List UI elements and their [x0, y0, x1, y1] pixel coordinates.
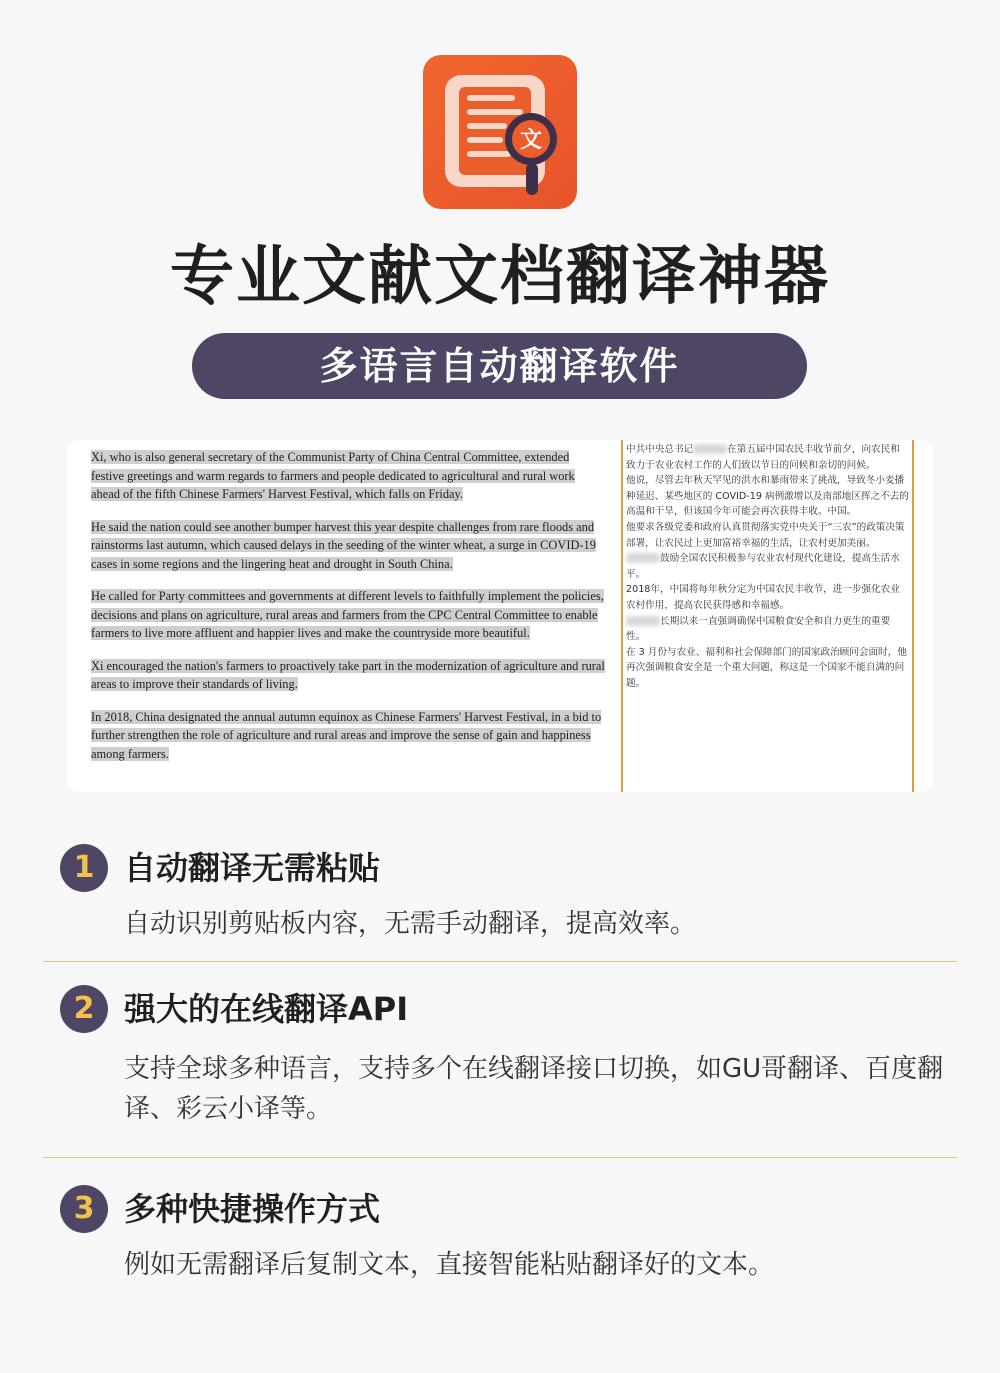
source-paragraph: He said the nation could see another bumper harvest this year despite challenges from rare floods and rainstorms last autumn, which caused delays in the seeding of the winter wheat, a surge in COVID-19 cases in some regions and the lingering heat and drought in South China. [91, 519, 596, 571]
app-logo-icon [423, 55, 577, 209]
translated-line: 他说，尽管去年秋天罕见的洪水和暴雨带来了挑战，导致冬小麦播种延迟、某些地区的 COVID-19 病例激增以及南部地区挥之不去的高温和干旱，但该国今年可能会再次获得丰收。中国。 [626, 475, 909, 518]
svg-text:文: 文 [519, 128, 543, 153]
section-divider [43, 1157, 957, 1158]
redacted-name [626, 553, 660, 563]
source-paragraph: In 2018, China designated the annual autumn equinox as Chinese Farmers' Harvest Festival, in a bid to further strengthen the role of agriculture and rural areas and improve the sense of gain and happiness among farmers. [91, 709, 602, 761]
subtitle-banner: 多语言自动翻译软件 [192, 333, 807, 399]
redacted-name [693, 444, 727, 454]
source-paragraph: He called for Party committees and governments at different levels to faithfully implement the policies, decisions and plans on agriculture, rural areas and farmers from the CPC Central Committee to enable farmers to live more affluent and happier lives and make the countryside more beautiful. [91, 589, 604, 640]
source-paragraph: Xi encouraged the nation's farmers to proactively take part in the modernization of agriculture and rural areas to improve their standards of living. [91, 658, 605, 691]
translated-text-pane[interactable] [621, 440, 914, 792]
feature-number-badge: 1 [60, 844, 108, 892]
feature-number-badge: 3 [60, 1185, 108, 1233]
translated-line: 鼓励全国农民积极参与农业农村现代化建设，提高生活水平。 [626, 553, 900, 580]
feature-title: 多种快捷操作方式 [124, 1190, 381, 1228]
feature-description: 自动识别剪贴板内容，无需手动翻译，提高效率。 [124, 909, 697, 939]
translated-line: 2018年，中国将每年秋分定为中国农民丰收节，进一步强化农业农村作用，提高农民获得感和幸福感。 [626, 584, 900, 611]
feature-number-badge: 2 [60, 985, 108, 1033]
translation-preview [67, 440, 933, 792]
redacted-name [626, 616, 660, 626]
translated-line: 在 3 月份与农业、福利和社会保障部门的国家政治顾问会面时，他再次强调粮食安全是一个重大问题，称这是一个国家不能自满的问题。 [626, 646, 907, 689]
source-paragraph: Xi, who is also general secretary of the Communist Party of China Central Committee, extended festive greetings and warm regards to farmers and people dedicated to agricultural and rural work ahead of the fifth Chinese Farmers' Harvest Festival, which falls on Friday. [91, 450, 575, 501]
feature-title: 强大的在线翻译API [124, 990, 409, 1028]
translated-line: 中共中央总书记 在第五届中国农民丰收节前夕，向农民和致力于农业农村工作的人们致以节日的问候和亲切的问候。 [626, 444, 900, 471]
section-divider [43, 961, 957, 962]
feature-title: 自动翻译无需粘贴 [124, 849, 381, 887]
translated-line: 他要求各级党委和政府认真贯彻落实党中央关于“三农”的政策决策部署，让农民过上更加富裕幸福的生活，让农村更加美丽。 [626, 521, 905, 549]
feature-description: 例如无需翻译后复制文本，直接智能粘贴翻译好的文本。 [124, 1250, 775, 1280]
translated-line: 长期以来一直强调确保中国粮食安全和自力更生的重要性。 [626, 615, 891, 643]
page-headline: 专业文献文档翻译神器 [170, 240, 830, 314]
source-text-pane [91, 448, 605, 777]
feature-description: 支持全球多种语言，支持多个在线翻译接口切换，如GU哥翻译、百度翻译、彩云小译等。 [124, 1054, 944, 1124]
document-translate-icon [423, 55, 577, 209]
